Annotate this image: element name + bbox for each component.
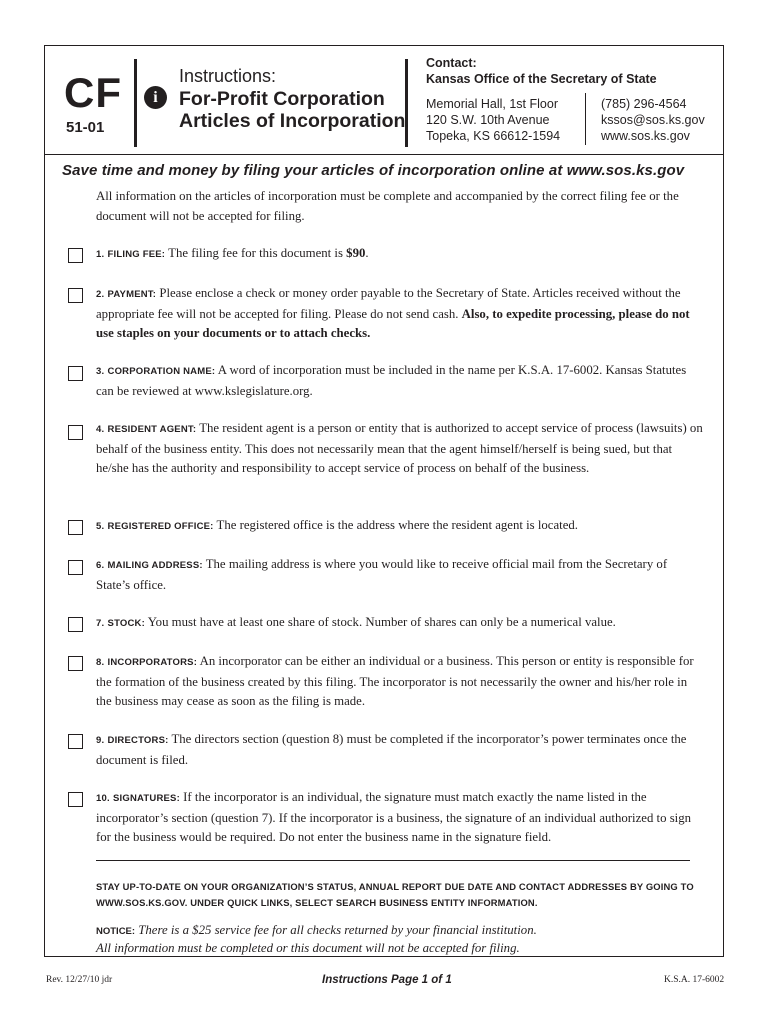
item-label: CORPORATION NAME: xyxy=(107,366,216,377)
item-number: 8. xyxy=(96,657,105,668)
item-number: 2. xyxy=(96,289,105,300)
item-corporation-name xyxy=(96,361,704,401)
statute-reference: K.S.A. 17-6002 xyxy=(664,975,725,985)
item-payment xyxy=(96,284,704,344)
contact-website[interactable]: www.sos.ks.gov xyxy=(601,129,690,143)
item-mailing-address xyxy=(96,555,704,595)
item-text: The filing fee for this document is xyxy=(168,246,347,260)
item-label: INCORPORATORS: xyxy=(107,657,198,668)
title-prefix: Instructions: xyxy=(179,66,277,86)
item-text-after: . xyxy=(365,246,369,260)
item-label: PAYMENT: xyxy=(107,289,157,300)
item-number: 4. xyxy=(96,424,105,435)
checkbox-stock[interactable] xyxy=(68,617,83,632)
checkbox-filing-fee[interactable] xyxy=(68,248,83,263)
item-emphasis: Also, to expedite processing, please do not use staples on your documents or to attach checks. xyxy=(96,306,690,340)
online-filing-banner: Save time and money by filing your articles of incorporation online at www.sos.ks.gov xyxy=(62,162,685,179)
checkbox-mailing-address[interactable] xyxy=(68,560,83,575)
checkbox-directors[interactable] xyxy=(68,734,83,749)
section-rule xyxy=(96,860,690,861)
contact-organization: Kansas Office of the Secretary of State xyxy=(426,72,657,86)
checkbox-payment[interactable] xyxy=(68,288,83,303)
item-incorporators xyxy=(96,652,704,712)
item-registered-office xyxy=(96,516,704,537)
item-signatures xyxy=(96,788,704,848)
contact-address-line-2: 120 S.W. 10th Avenue xyxy=(426,113,550,127)
header-divider-right xyxy=(405,59,408,147)
checkbox-registered-office[interactable] xyxy=(68,520,83,535)
item-stock xyxy=(96,613,704,634)
item-text: The resident agent is a person or entity that is authorized to accept service of process (lawsuits) on behalf of the business entity. This does not necessarily mean that the agent himself/herself is being sued, but that he/she has the authority and responsibility to accept service of process on behalf of the business. xyxy=(96,421,703,475)
notice-block xyxy=(96,922,696,957)
item-number: 7. xyxy=(96,618,105,629)
item-label: DIRECTORS: xyxy=(107,735,169,746)
title-line-1: For-Profit Corporation xyxy=(179,88,385,110)
item-text: You must have at least one share of stock. Number of shares can only be a numerical value. xyxy=(147,615,616,629)
contact-label: Contact: xyxy=(426,56,477,70)
item-emphasis: $90 xyxy=(346,246,366,260)
intro-paragraph: All information on the articles of incorporation must be complete and accompanied by the correct filing fee or the document will not be accepted for filing. xyxy=(96,189,679,223)
checkbox-incorporators[interactable] xyxy=(68,656,83,671)
notice-line-2: All information must be completed or this document will not be accepted for filing. xyxy=(96,941,520,955)
item-text: The registered office is the address where the resident agent is located. xyxy=(216,518,578,532)
contact-divider xyxy=(585,93,586,145)
contact-email[interactable]: kssos@sos.ks.gov xyxy=(601,113,705,127)
notice-label: NOTICE: xyxy=(96,926,136,937)
item-label: STOCK: xyxy=(107,618,145,629)
contact-phone: (785) 296-4564 xyxy=(601,97,687,111)
item-label: RESIDENT AGENT: xyxy=(107,424,197,435)
item-text: The directors section (question 8) must be completed if the incorporator’s power terminates once the document is filed. xyxy=(96,732,687,767)
header-divider-left xyxy=(134,59,137,147)
item-label: FILING FEE: xyxy=(107,249,166,260)
title-line-2: Articles of Incorporation xyxy=(179,110,406,132)
item-number: 9. xyxy=(96,735,105,746)
item-filing-fee xyxy=(96,244,704,265)
checkbox-resident-agent[interactable] xyxy=(68,425,83,440)
item-text: Please enclose a check or money order payable to the Secretary of State. Articles received without the appropriate fee will not be accepted for filing. Please do not send cash. xyxy=(96,286,681,321)
form-number: 51-01 xyxy=(66,119,105,136)
item-number: 3. xyxy=(96,366,105,377)
checkbox-signatures[interactable] xyxy=(68,792,83,807)
item-text: An incorporator can be either an individual or a business. This person or entity is responsible for the formation of the business created by this filing. The incorporator is not necessarily the owner and his/her role in the business may cease as soon as the filing is made. xyxy=(96,654,694,708)
item-number: 6. xyxy=(96,560,105,571)
info-icon: i xyxy=(144,86,167,109)
item-label: SIGNATURES: xyxy=(113,793,180,804)
stay-updated-note: STAY UP-TO-DATE ON YOUR ORGANIZATION’S STATUS, ANNUAL REPORT DUE DATE AND CONTACT ADDRESSES BY GOING TO WWW.SOS.KS.GOV. UNDER QUICK LINKS, SELECT SEARCH BUSINESS ENTITY INFORMATION. xyxy=(96,881,694,908)
contact-address-line-3: Topeka, KS 66612-1594 xyxy=(426,129,561,143)
item-label: MAILING ADDRESS: xyxy=(107,560,203,571)
item-number: 1. xyxy=(96,249,105,260)
form-code: CF xyxy=(64,69,122,116)
item-label: REGISTERED OFFICE: xyxy=(107,521,214,532)
item-number: 5. xyxy=(96,521,105,532)
item-text: If the incorporator is an individual, the signature must match exactly the name listed in the incorporator’s section (question 7). If the incorporator is a business, the signature of an individual authorized to sign for the business would be required. Do not enter the business name in the signature field. xyxy=(96,790,692,844)
header-rule xyxy=(45,154,723,155)
item-number: 10. xyxy=(96,793,110,804)
item-directors xyxy=(96,730,704,770)
checkbox-corporation-name[interactable] xyxy=(68,366,83,381)
item-text: A word of incorporation must be included in the name per K.S.A. 17-6002. Kansas Statutes can be reviewed at www.kslegislature.org. xyxy=(96,363,687,398)
revision-date: Rev. 12/27/10 jdr xyxy=(46,975,113,985)
item-text: The mailing address is where you would like to receive official mail from the Secretary of State’s office. xyxy=(96,557,668,592)
item-resident-agent xyxy=(96,419,704,479)
notice-line-1: There is a $25 service fee for all checks returned by your financial institution. xyxy=(138,923,537,937)
contact-address-line-1: Memorial Hall, 1st Floor xyxy=(426,97,558,111)
page-indicator: Instructions Page 1 of 1 xyxy=(322,974,452,986)
